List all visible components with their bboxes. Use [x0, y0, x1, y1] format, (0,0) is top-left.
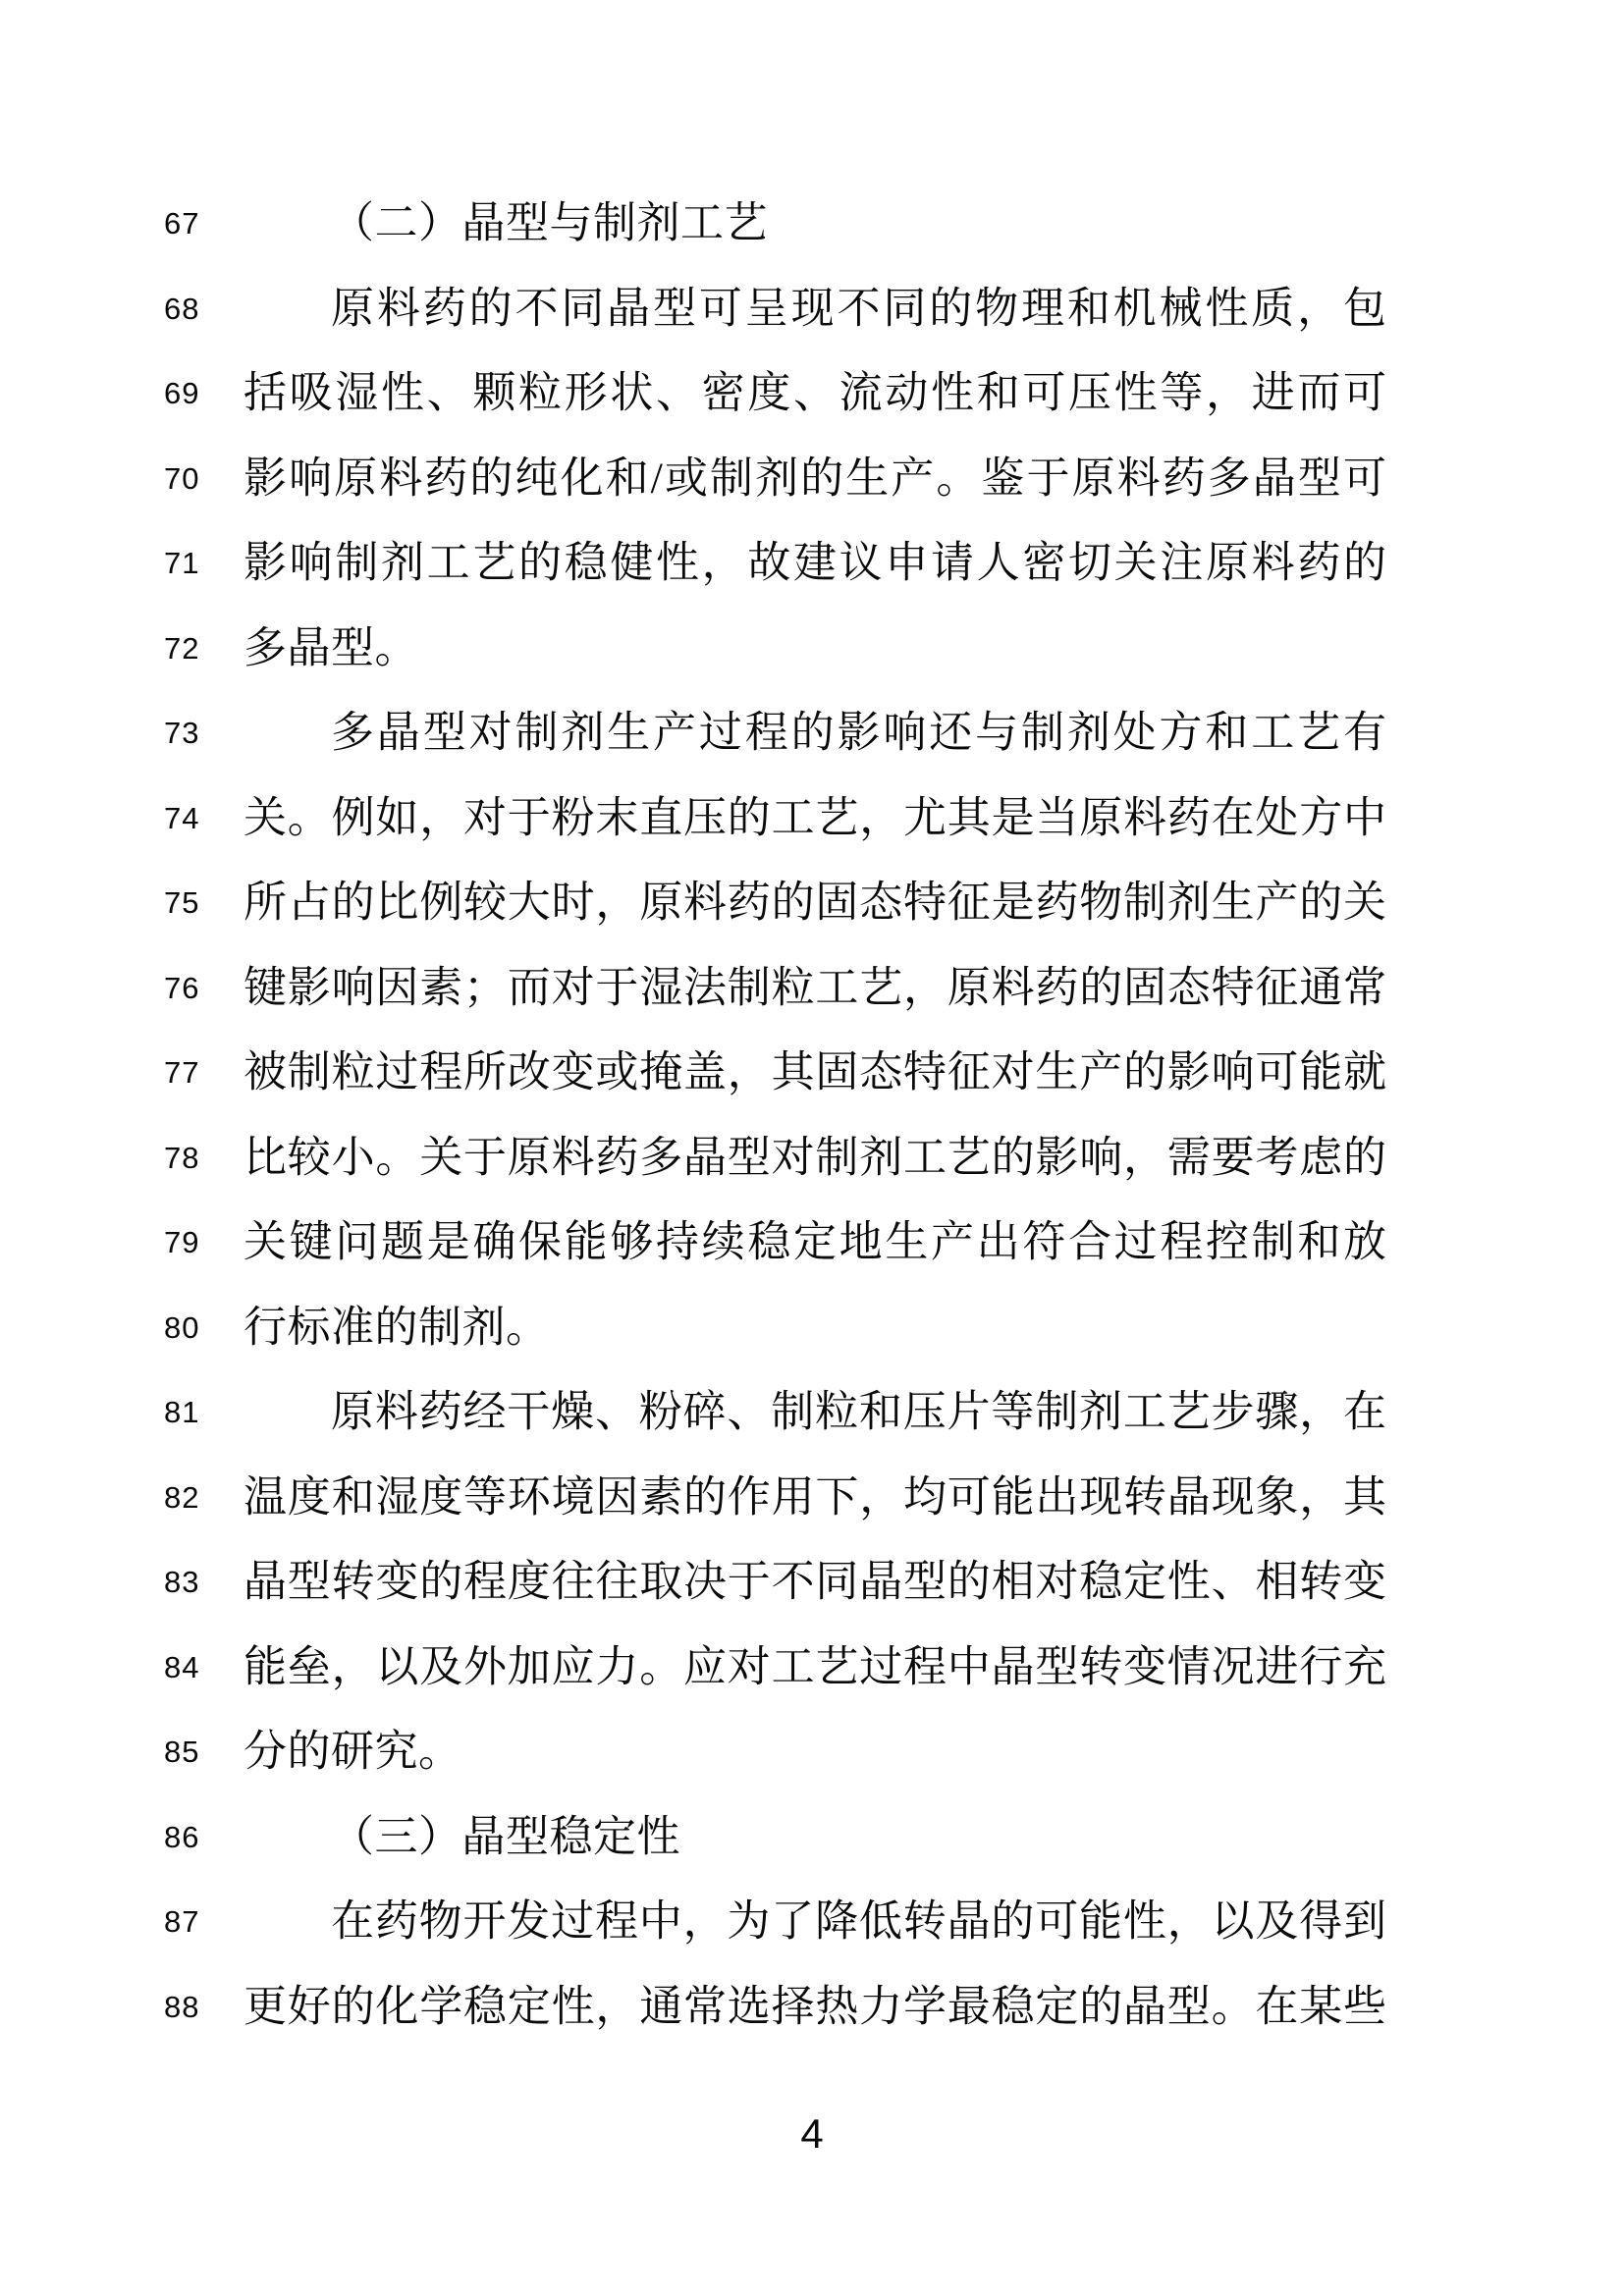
line-number: 84 [164, 1649, 200, 1684]
line-text: 原料药的不同晶型可呈现不同的物理和机械性质，包 [331, 284, 1386, 333]
line-number: 80 [164, 1309, 200, 1345]
text-line [0, 521, 1624, 607]
line-text: 被制粒过程所改变或掩盖，其固态特征对生产的影响可能就 [244, 1047, 1386, 1096]
line-number: 79 [164, 1225, 200, 1260]
line-number: 86 [164, 1819, 200, 1854]
line-number: 70 [164, 460, 200, 496]
line-number: 78 [164, 1140, 200, 1175]
line-text: 关。例如，对于粉末直压的工艺，尤其是当原料药在处方中 [244, 793, 1386, 842]
line-text: 关键问题是确保能够持续稳定地生产出符合过程控制和放 [244, 1217, 1386, 1266]
line-text: 比较小。关于原料药多晶型对制剂工艺的影响，需要考虑的 [244, 1133, 1386, 1182]
line-text: 能垒，以及外加应力。应对工艺过程中晶型转变情况进行充 [244, 1642, 1386, 1691]
text-line [0, 1201, 1624, 1286]
text-line [0, 776, 1624, 862]
line-text: 影响原料药的纯化和/或制剂的生产。鉴于原料药多晶型可 [244, 454, 1386, 503]
text-line [0, 182, 1624, 267]
text-line [0, 1880, 1624, 1965]
text-line [0, 1116, 1624, 1201]
text-line [0, 861, 1624, 946]
line-number: 72 [164, 630, 200, 666]
text-line [0, 1370, 1624, 1456]
line-text: 温度和湿度等环境因素的作用下，均可能出现转晶现象，其 [244, 1472, 1386, 1522]
line-text: 分的研究。 [244, 1727, 462, 1776]
line-text: （二）晶型与制剂工艺 [331, 198, 768, 247]
line-number: 87 [164, 1904, 200, 1940]
line-text: 括吸湿性、颗粒形状、密度、流动性和可压性等，进而可 [244, 368, 1386, 417]
line-number: 81 [164, 1395, 200, 1430]
line-number: 82 [164, 1479, 200, 1515]
line-text: 所占的比例较大时，原料药的固态特征是药物制剂生产的关 [244, 878, 1386, 927]
line-number: 85 [164, 1735, 200, 1770]
line-text: 晶型转变的程度往往取决于不同晶型的相对稳定性、相转变 [244, 1557, 1386, 1606]
line-number: 67 [164, 206, 200, 241]
line-number: 74 [164, 800, 200, 835]
text-line [0, 1626, 1624, 1711]
line-number: 71 [164, 546, 200, 581]
line-number: 75 [164, 885, 200, 921]
text-line [0, 1540, 1624, 1626]
lines-container [0, 182, 1624, 2050]
page-number: 4 [800, 2110, 824, 2157]
line-number: 88 [164, 1989, 200, 2024]
line-text: 在药物开发过程中，为了降低转晶的可能性，以及得到 [331, 1896, 1386, 1946]
text-line [0, 1456, 1624, 1541]
text-line [0, 1965, 1624, 2051]
text-line [0, 267, 1624, 352]
line-text: 键影响因素；而对于湿法制粒工艺，原料药的固态特征通常 [244, 963, 1386, 1012]
text-line [0, 691, 1624, 776]
line-text: 影响制剂工艺的稳健性，故建议申请人密切关注原料药的 [244, 538, 1386, 587]
line-text: （三）晶型稳定性 [331, 1812, 680, 1861]
line-number: 69 [164, 376, 200, 411]
line-text: 更好的化学稳定性，通常选择热力学最稳定的晶型。在某些 [244, 1982, 1386, 2031]
line-number: 76 [164, 970, 200, 1005]
text-line [0, 946, 1624, 1032]
text-line [0, 437, 1624, 522]
text-line [0, 607, 1624, 692]
line-text: 多晶型。 [244, 623, 418, 672]
text-line [0, 1795, 1624, 1881]
text-line [0, 1031, 1624, 1116]
line-text: 原料药经干燥、粉碎、制粒和压片等制剂工艺步骤，在 [331, 1387, 1386, 1436]
line-number: 77 [164, 1055, 200, 1091]
text-line [0, 1286, 1624, 1371]
line-number: 68 [164, 291, 200, 326]
text-line [0, 351, 1624, 437]
line-text: 多晶型对制剂生产过程的影响还与制剂处方和工艺有 [331, 708, 1386, 757]
line-number: 83 [164, 1565, 200, 1600]
line-number: 73 [164, 716, 200, 751]
line-text: 行标准的制剂。 [244, 1303, 550, 1352]
text-line [0, 1710, 1624, 1795]
